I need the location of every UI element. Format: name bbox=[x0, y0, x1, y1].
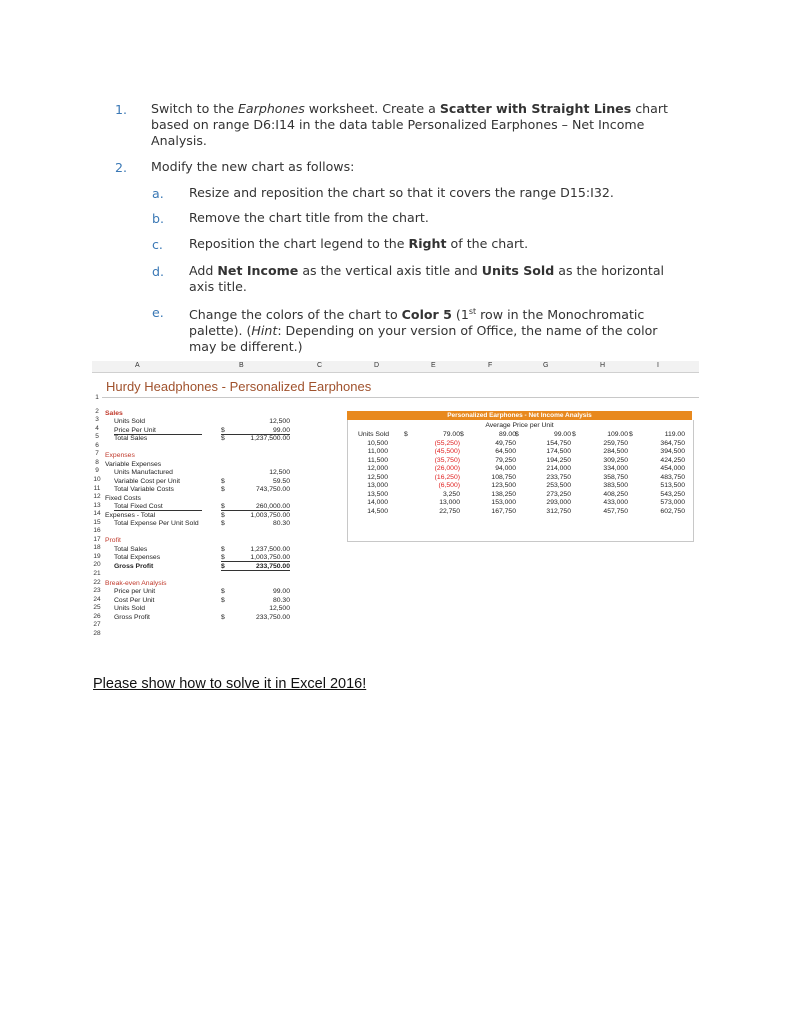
row-number: 1 bbox=[95, 394, 99, 401]
table-net-income-cell: 312,750 bbox=[546, 507, 571, 515]
row-number: 24 bbox=[93, 595, 101, 603]
table-net-income-cell: 273,250 bbox=[546, 490, 571, 498]
table-price-header: 99.00 bbox=[553, 431, 571, 438]
label-be-cost: Cost Per Unit bbox=[114, 597, 155, 604]
row-number: 12 bbox=[93, 493, 101, 501]
row-number: 7 bbox=[95, 450, 99, 458]
footer-request: Please show how to solve it in Excel 2016! bbox=[93, 676, 367, 692]
table-net-income-cell: 194,250 bbox=[546, 456, 571, 464]
table-subheader: Average Price per Unit bbox=[485, 422, 554, 429]
table-net-income-cell: 457,750 bbox=[603, 507, 628, 515]
step-2e-label: e. bbox=[152, 305, 164, 320]
row-number: 6 bbox=[95, 441, 99, 449]
row-number: 10 bbox=[93, 475, 101, 483]
step-2b-text: Remove the chart title from the chart. bbox=[189, 210, 429, 225]
label-units-sold: Units Sold bbox=[114, 418, 145, 425]
table-price-header: 89.00 bbox=[498, 431, 516, 438]
label-break-even: Break-even Analysis bbox=[105, 580, 167, 587]
label-be-units: Units Sold bbox=[114, 605, 145, 612]
row-number: 9 bbox=[95, 467, 99, 475]
label-gross-profit: Gross Profit bbox=[114, 563, 154, 570]
table-net-income-cell: 573,000 bbox=[660, 499, 685, 506]
label-expenses-total: Expenses - Total bbox=[105, 512, 156, 519]
table-net-income-cell: 433,000 bbox=[603, 499, 628, 506]
table-net-income-cell: 259,750 bbox=[603, 439, 628, 447]
label-total-exp-per-unit: Total Expense Per Unit Sold bbox=[114, 520, 199, 527]
table-net-income-cell: (55,250) bbox=[434, 439, 460, 447]
table-units-label: Units Sold bbox=[358, 431, 389, 438]
step-2-number: 2. bbox=[115, 160, 128, 175]
row-number: 22 bbox=[93, 578, 101, 586]
table-net-income-cell: 167,750 bbox=[491, 507, 516, 515]
table-net-income-cell: 22,750 bbox=[439, 507, 460, 515]
value-be-units: 12,500 bbox=[269, 605, 290, 612]
table-net-income-cell: 138,250 bbox=[491, 490, 516, 498]
value-p-total-expenses: $ 1,003,750.00 bbox=[221, 554, 290, 561]
row-number: 3 bbox=[95, 416, 99, 424]
col-b: B bbox=[239, 362, 244, 369]
col-g: G bbox=[543, 362, 549, 369]
row-number: 5 bbox=[95, 433, 99, 441]
table-net-income-cell: 602,750 bbox=[660, 507, 685, 515]
col-f: F bbox=[488, 362, 493, 369]
table-net-income-cell: 79,250 bbox=[495, 456, 516, 464]
label-total-sales: Total Sales bbox=[114, 435, 148, 442]
value-total-exp-per-unit: $ 80.30 bbox=[221, 520, 290, 527]
row-number: 4 bbox=[95, 424, 99, 432]
step-2c-label: c. bbox=[152, 237, 163, 252]
table-net-income-cell: 3,250 bbox=[442, 490, 460, 498]
value-gross-profit: $ 233,750.00 bbox=[221, 563, 290, 570]
row-number: 27 bbox=[93, 621, 101, 629]
table-net-income-cell: 358,750 bbox=[603, 473, 628, 481]
step-2-text: Modify the new chart as follows: bbox=[151, 159, 355, 174]
step-2e-text: Change the colors of the chart to Color 5 (1st row in the Monochromatic palette). (Hint: Depending on your version of Office, the name of the color may be different.) bbox=[189, 307, 658, 355]
table-dollar: $ bbox=[460, 431, 464, 438]
table-net-income-cell: 94,000 bbox=[495, 465, 516, 472]
step-2a-text: Resize and reposition the chart so that it covers the range D15:I32. bbox=[189, 185, 614, 200]
table-net-income-cell: (6,500) bbox=[438, 482, 460, 489]
table-net-income-cell: 408,250 bbox=[603, 490, 628, 498]
value-var-cost-per-unit: $ 59.50 bbox=[221, 478, 290, 485]
table-net-income-cell: 513,500 bbox=[660, 482, 685, 489]
table-net-income-cell: (26,000) bbox=[434, 465, 460, 472]
table-net-income-cell: 253,500 bbox=[546, 482, 571, 489]
table-net-income-cell: 108,750 bbox=[491, 473, 516, 481]
row-number: 25 bbox=[93, 604, 101, 612]
table-net-income-cell: 309,250 bbox=[603, 456, 628, 464]
table-price-header: 109.00 bbox=[607, 431, 628, 438]
label-units-manufactured: Units Manufactured bbox=[114, 469, 173, 476]
col-c: C bbox=[317, 362, 323, 369]
table-net-income-cell: 123,500 bbox=[491, 482, 516, 489]
row-number: 23 bbox=[93, 587, 101, 595]
table-net-income-cell: 233,750 bbox=[546, 473, 571, 481]
table-net-income-cell: (16,250) bbox=[434, 473, 460, 481]
table-units-value: 11,500 bbox=[367, 456, 388, 464]
row-number: 26 bbox=[93, 612, 101, 620]
value-total-fixed-cost: $ 260,000.00 bbox=[221, 503, 290, 510]
row-number: 14 bbox=[93, 510, 101, 518]
label-p-total-expenses: Total Expenses bbox=[114, 554, 161, 561]
step-2d-label: d. bbox=[152, 264, 164, 279]
sheet-title: Hurdy Headphones - Personalized Earphones bbox=[106, 379, 372, 394]
label-var-cost-per-unit: Variable Cost per Unit bbox=[114, 478, 180, 485]
table-units-value: 14,500 bbox=[367, 507, 388, 515]
table-net-income-cell: 394,500 bbox=[660, 448, 685, 455]
col-d: D bbox=[374, 362, 380, 369]
label-price-per-unit: Price Per Unit bbox=[114, 427, 202, 435]
step-1-number: 1. bbox=[115, 102, 128, 117]
table-units-value: 12,000 bbox=[367, 465, 388, 472]
table-units-value: 14,000 bbox=[367, 499, 388, 506]
label-fixed-costs: Fixed Costs bbox=[105, 495, 141, 502]
label-total-var-costs: Total Variable Costs bbox=[114, 486, 174, 493]
step-2c-text: Reposition the chart legend to the Right of the chart. bbox=[189, 236, 529, 251]
col-i: I bbox=[657, 362, 659, 369]
label-be-gross: Gross Profit bbox=[114, 614, 150, 621]
row-number: 20 bbox=[93, 561, 101, 569]
table-net-income-cell: 543,250 bbox=[660, 490, 685, 498]
row-number: 19 bbox=[93, 552, 101, 560]
value-units-sold: 12,500 bbox=[269, 418, 290, 425]
column-headers bbox=[92, 361, 699, 373]
value-price-per-unit: $ 99.00 bbox=[221, 427, 290, 434]
table-net-income-cell: 154,750 bbox=[546, 439, 571, 447]
value-be-cost: $ 80.30 bbox=[221, 597, 290, 604]
value-be-gross: $ 233,750.00 bbox=[221, 614, 290, 621]
col-a: A bbox=[135, 362, 140, 369]
value-total-sales: $ 1,237,500.00 bbox=[221, 435, 290, 442]
table-net-income-cell: (35,750) bbox=[434, 456, 460, 464]
row-number: 18 bbox=[93, 544, 101, 552]
step-2d-text: Add Net Income as the vertical axis title and Units Sold as the horizontal axis title. bbox=[189, 263, 665, 294]
table-dollar: $ bbox=[404, 431, 408, 438]
table-net-income-cell: 293,000 bbox=[546, 499, 571, 506]
table-frame bbox=[347, 420, 694, 542]
table-dollar: $ bbox=[629, 431, 633, 438]
table-net-income-cell: 454,000 bbox=[660, 465, 685, 472]
table-net-income-cell: 364,750 bbox=[660, 439, 685, 447]
spreadsheet-image bbox=[92, 361, 699, 674]
label-variable-expenses: Variable Expenses bbox=[105, 461, 162, 468]
table-units-value: 10,500 bbox=[367, 439, 388, 447]
col-e: E bbox=[431, 362, 436, 369]
label-expenses: Expenses bbox=[105, 452, 135, 459]
label-profit: Profit bbox=[105, 537, 121, 544]
table-net-income-cell: 483,750 bbox=[660, 473, 685, 481]
table-price-header: 79.00 bbox=[442, 431, 460, 438]
col-h: H bbox=[600, 362, 606, 369]
label-total-fixed-cost: Total Fixed Cost bbox=[114, 503, 202, 511]
row-number: 8 bbox=[95, 458, 99, 466]
value-units-manufactured: 12,500 bbox=[269, 469, 290, 476]
row-number: 28 bbox=[93, 629, 101, 637]
table-net-income-cell: 153,000 bbox=[491, 499, 516, 506]
table-price-header: 119.00 bbox=[664, 431, 685, 438]
row-number: 15 bbox=[93, 518, 101, 526]
step-1-text: Switch to the Earphones worksheet. Create a Scatter with Straight Lines chart based on range D6:I14 in the data table Personalized Earphones – Net Income Analysis. bbox=[151, 101, 668, 148]
table-net-income-cell: 214,000 bbox=[546, 465, 571, 472]
step-2a-label: a. bbox=[152, 186, 164, 201]
table-net-income-cell: (45,500) bbox=[434, 448, 460, 455]
value-total-var-costs: $ 743,750.00 bbox=[221, 486, 290, 493]
table-units-value: 13,500 bbox=[367, 490, 388, 498]
row-number: 11 bbox=[93, 484, 101, 492]
table-net-income-cell: 64,500 bbox=[495, 448, 516, 455]
row-number: 16 bbox=[93, 527, 101, 535]
table-net-income-cell: 13,000 bbox=[439, 499, 460, 506]
value-p-total-sales: $ 1,237,500.00 bbox=[221, 546, 290, 553]
table-units-value: 12,500 bbox=[367, 473, 388, 481]
table-net-income-cell: 284,500 bbox=[603, 448, 628, 455]
table-net-income-cell: 49,750 bbox=[495, 439, 516, 447]
row-number: 21 bbox=[93, 570, 101, 577]
table-net-income-cell: 174,500 bbox=[546, 448, 571, 455]
table-units-value: 11,000 bbox=[367, 448, 388, 455]
label-sales: Sales bbox=[105, 410, 123, 417]
table-net-income-cell: 334,000 bbox=[603, 465, 628, 472]
value-expenses-total: $ 1,003,750.00 bbox=[221, 512, 290, 519]
table-net-income-cell: 424,250 bbox=[660, 456, 685, 464]
row-number: 13 bbox=[93, 501, 101, 509]
table-dollar: $ bbox=[515, 431, 519, 438]
table-header: Personalized Earphones - Net Income Analysis bbox=[347, 411, 692, 420]
label-be-price: Price per Unit bbox=[114, 588, 156, 595]
table-net-income-cell: 383,500 bbox=[603, 482, 628, 489]
step-2b-label: b. bbox=[152, 211, 164, 226]
table-units-value: 13,000 bbox=[367, 482, 388, 489]
table-dollar: $ bbox=[572, 431, 576, 438]
title-divider bbox=[102, 397, 699, 398]
row-number: 2 bbox=[95, 407, 99, 415]
label-p-total-sales: Total Sales bbox=[114, 546, 148, 553]
value-be-price: $ 99.00 bbox=[221, 588, 290, 595]
row-number: 17 bbox=[93, 535, 101, 543]
